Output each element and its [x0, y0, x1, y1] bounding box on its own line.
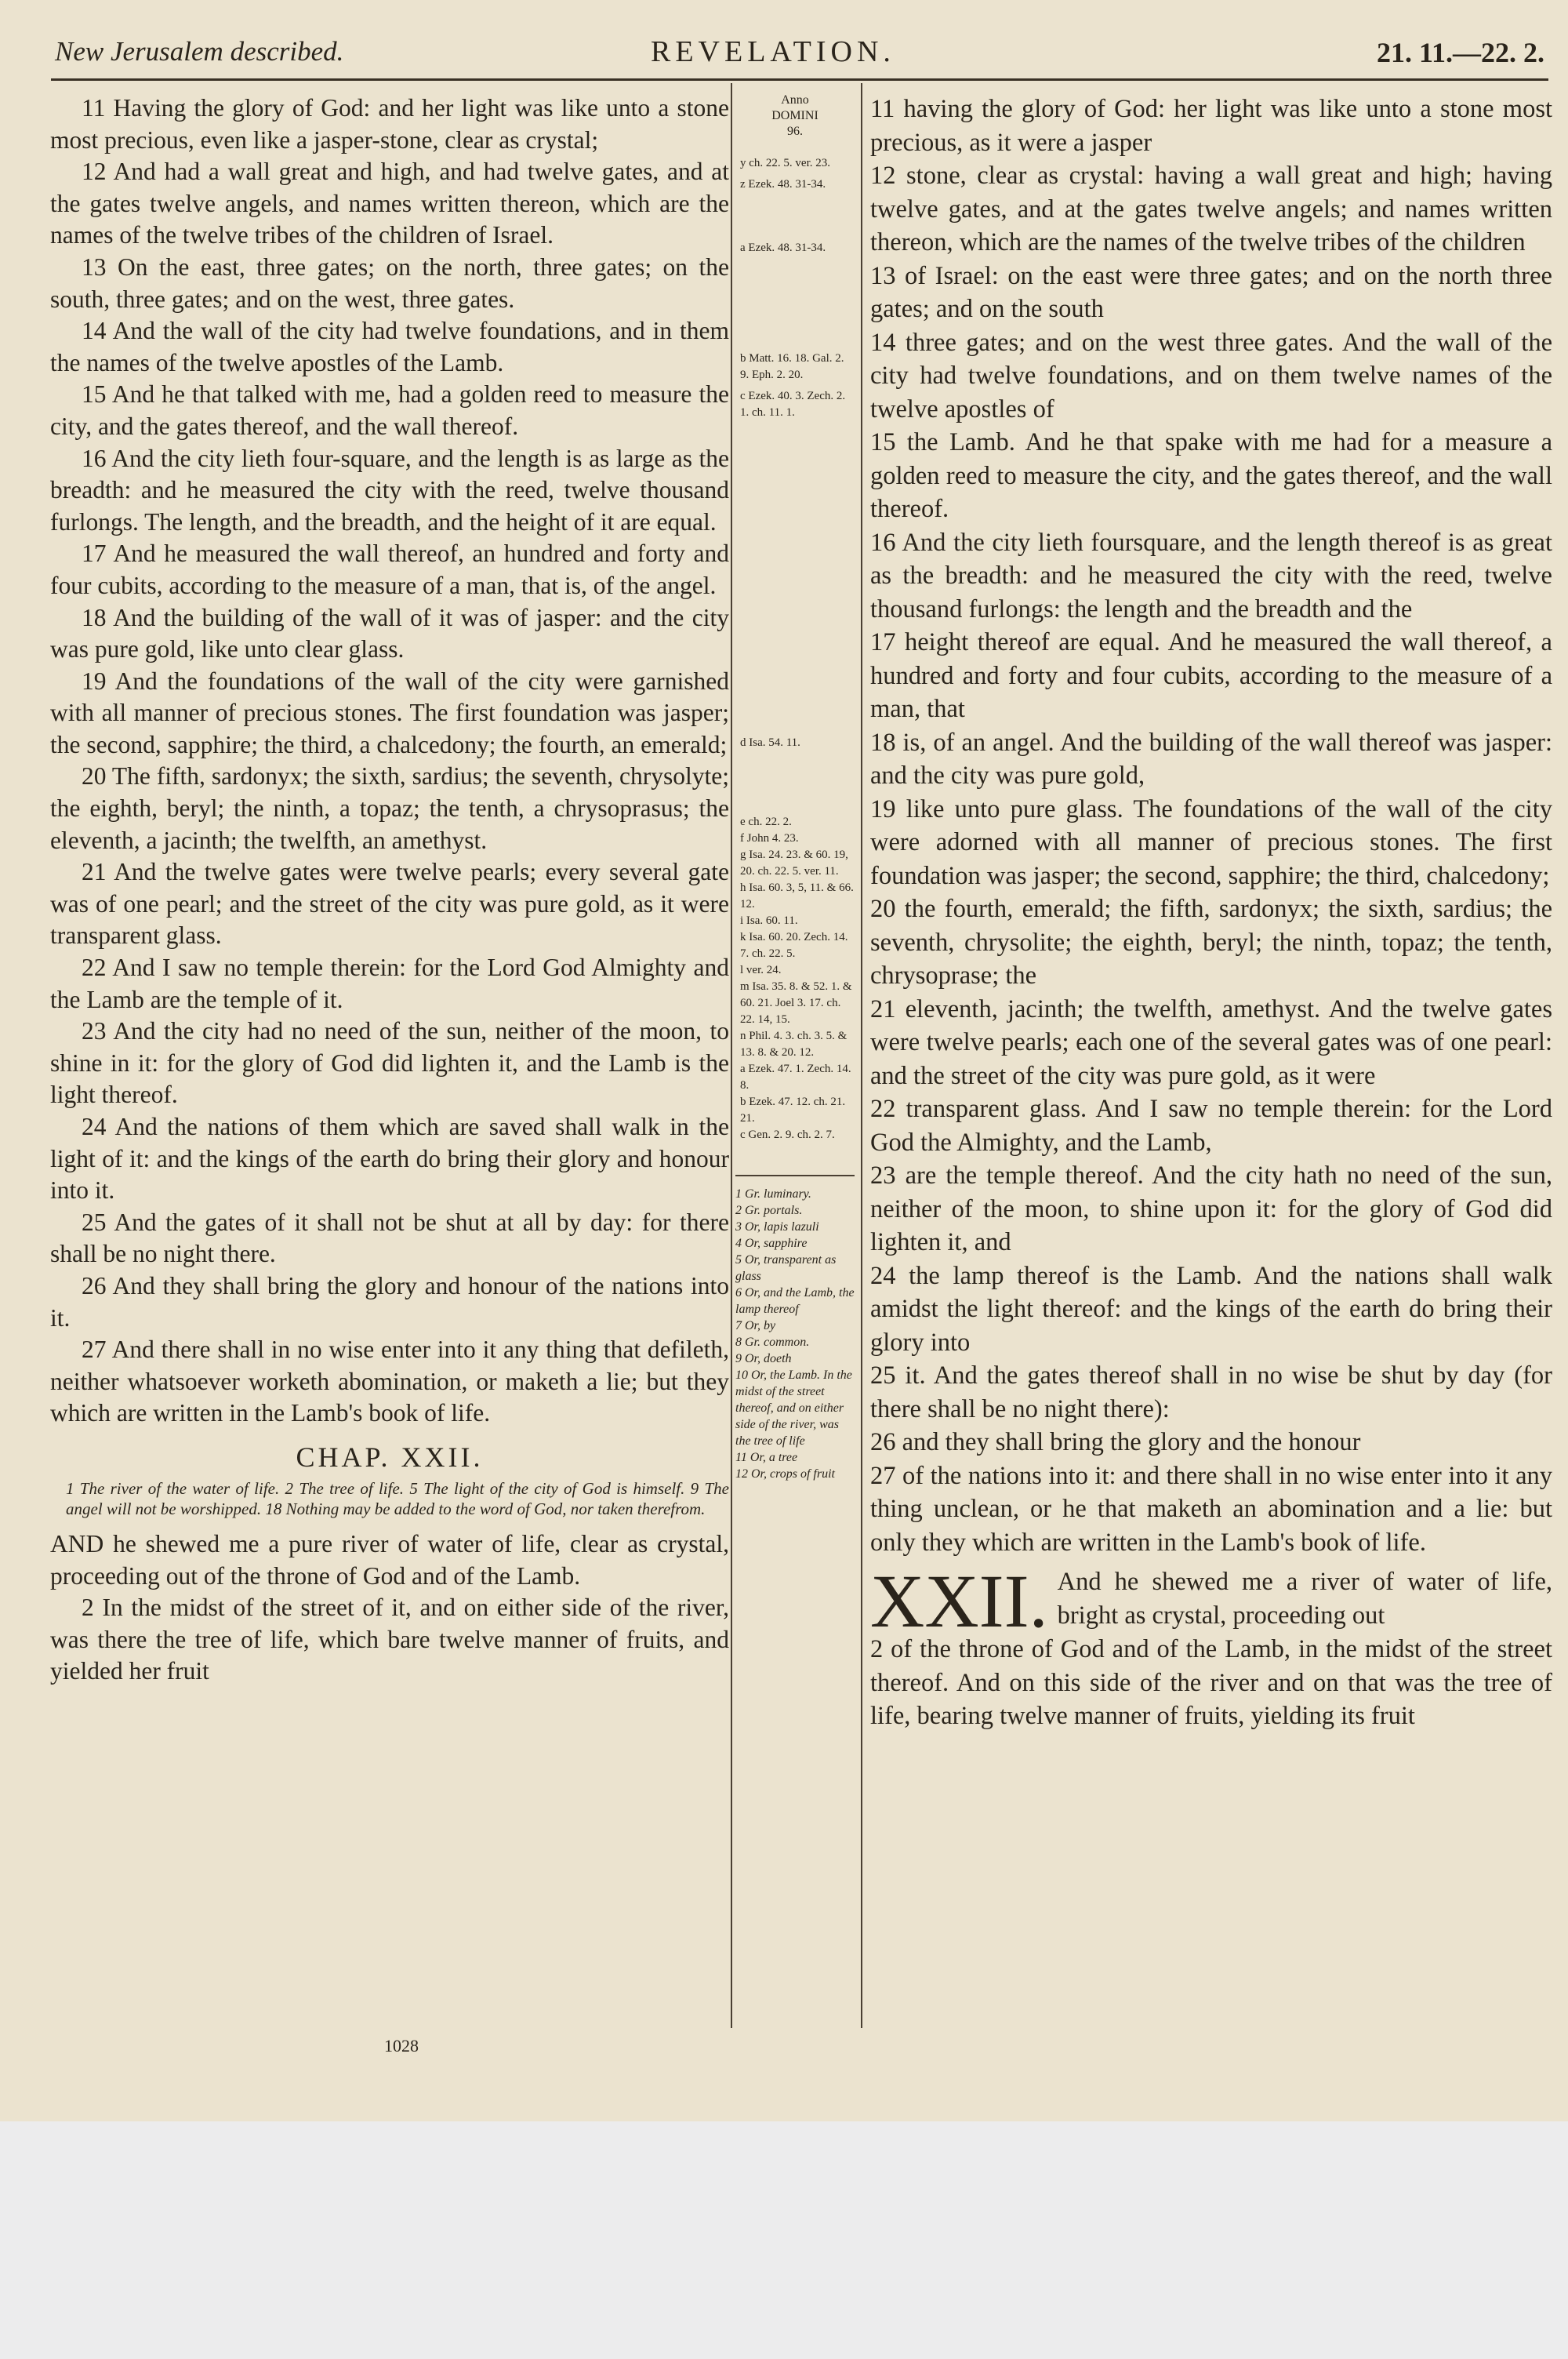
margin-ref: z Ezek. 48. 31-34.	[740, 178, 826, 191]
margin-ref: a Ezek. 47. 1. Zech. 14. 8.	[740, 1063, 851, 1092]
verse-21-18-right: 18 is, of an angel. And the building of the wall thereof was jasper: and the city was pure gold,	[870, 728, 1552, 790]
background-surface	[0, 2121, 1568, 2359]
verse-21-23-left: 23 And the city had no need of the sun, neither of the moon, to shine in it: for the glory of God did lighten it, and the Lamb is the light thereof.	[50, 1017, 729, 1109]
verse-21-22-right: 22 transparent glass. And I saw no temple therein: for the Lord God the Almighty, and the Lamb,	[870, 1095, 1552, 1157]
margin-column-left-rule	[731, 83, 732, 2028]
footnote: 9 Or, doeth	[735, 1352, 792, 1365]
footnote: 3 Or, lapis lazuli	[735, 1220, 819, 1234]
verse-21-21-left: 21 And the twelve gates were twelve pearls; every several gate was of one pearl; and the street of the city was pure gold, as it were transparent glass.	[50, 858, 729, 950]
verse-21-25-right: 25 it. And the gates thereof shall in no wise be shut by day (for there shall be no night there):	[870, 1361, 1552, 1423]
margin-ref: c Gen. 2. 9. ch. 2. 7.	[740, 1129, 835, 1141]
right-column-revised-version	[870, 93, 1552, 1733]
chapter-22-opening-right	[870, 1559, 1552, 1733]
header-book-title: REVELATION.	[651, 35, 895, 68]
header-chapter-range: 21. 11.—22. 2.	[1376, 37, 1544, 68]
footnote: 2 Gr. portals.	[735, 1204, 803, 1217]
footnote: 12 Or, crops of fruit	[735, 1467, 835, 1481]
left-column-authorized-version	[50, 93, 729, 1688]
margin-ref: b Ezek. 47. 12. ch. 21. 21.	[740, 1096, 846, 1125]
footnote: 11 Or, a tree	[735, 1451, 798, 1464]
verse-21-12-right: 12 stone, clear as crystal: having a wall great and high; having twelve gates, and at the gates twelve angels; and names written thereon, which are the names of the twelve tribes of the children	[870, 162, 1552, 256]
verse-21-20-left: 20 The fifth, sardonyx; the sixth, sardius; the seventh, chrysolyte; the eighth, beryl; the ninth, a topaz; the tenth, a chrysoprasus; the eleventh, a jacinth; the twelfth, an amethyst.	[50, 762, 729, 854]
chapter-summary: 1 The river of the water of life. 2 The tree of life. 5 The light of the city of God is himself. 9 The angel will not be worshipped. 18 Nothing may be added to the word of God, nor taken therefrom.	[66, 1478, 729, 1518]
domini-line: DOMINI	[771, 109, 818, 122]
margin-divider	[735, 1175, 855, 1176]
verse-21-11-right: 11 having the glory of God: her light was like unto a stone most precious, as it were a jasper	[870, 95, 1552, 157]
chapter-numeral: XXII.	[870, 1559, 1048, 1643]
verse-21-23-right: 23 are the temple thereof. And the city hath no need of the sun, neither of the moon, to shine upon it: for the glory of God did lighten it, and	[870, 1161, 1552, 1256]
margin-ref: f John 4. 23.	[740, 832, 799, 845]
verse-21-17-right: 17 height thereof are equal. And he measured the wall thereof, a hundred and forty and four cubits, according to the measure of a man, that	[870, 628, 1552, 723]
verse-22-2-right: 2 of the throne of God and of the Lamb, in the midst of the street thereof. And on this side of the river and on that was the tree of life, bearing twelve manner of fruits, yielding its fruit	[870, 1635, 1552, 1730]
footnote: 6 Or, and the Lamb, the lamp thereof	[735, 1286, 855, 1316]
year-line: 96.	[787, 125, 803, 138]
verse-21-24-right: 24 the lamp thereof is the Lamb. And the nations shall walk amidst the light thereof: and the kings of the earth do bring their glory into	[870, 1261, 1552, 1357]
margin-ref: a Ezek. 48. 31-34.	[740, 242, 826, 254]
verse-21-20-right: 20 the fourth, emerald; the fifth, sardonyx; the sixth, sardius; the seventh, chrysolite; the eighth, beryl; the ninth, topaz; the tenth, chrysoprase; the	[870, 895, 1552, 990]
verse-21-27-left: 27 And there shall in no wise enter into it any thing that defileth, neither whatsoever worketh abomination, or maketh a lie; but they which are written in the Lamb's book of life.	[50, 1336, 729, 1427]
margin-references	[735, 93, 855, 1482]
verse-21-15-left: 15 And he that talked with me, had a golden reed to measure the city, and the gates thereof, and the wall thereof.	[50, 380, 729, 440]
verse-21-13-left: 13 On the east, three gates; on the north, three gates; on the south, three gates; and on the west, three gates.	[50, 253, 729, 313]
verse-21-22-left: 22 And I saw no temple therein: for the Lord God Almighty and the Lamb are the temple of it.	[50, 954, 729, 1013]
verse-21-13-right: 13 of Israel: on the east were three gates; and on the north three gates; and on the south	[870, 261, 1552, 323]
verse-21-27-right: 27 of the nations into it: and there shall in no wise enter into it any thing unclean, or he that maketh an abomination and a lie: but only they which are written in the Lamb's book of life.	[870, 1461, 1552, 1557]
verse-21-17-left: 17 And he measured the wall thereof, an hundred and forty and four cubits, according to the measure of a man, that is, of the angel.	[50, 540, 729, 599]
verse-21-14-right: 14 three gates; and on the west three gates. And the wall of the city had twelve foundations, and on them twelve names of the twelve apostles of	[870, 328, 1552, 423]
margin-ref: m Isa. 35. 8. & 52. 1. & 60. 21. Joel 3. 17. ch. 22. 14, 15.	[740, 980, 852, 1026]
margin-ref: n Phil. 4. 3. ch. 3. 5. & 13. 8. & 20. 12.	[740, 1030, 848, 1059]
header-left-title: New Jerusalem described.	[55, 36, 344, 67]
verse-21-11-left: 11 Having the glory of God: and her light was like unto a stone most precious, even like a jasper-stone, clear as crystal;	[50, 94, 729, 154]
margin-ref: l ver. 24.	[740, 964, 782, 976]
verse-21-19-left: 19 And the foundations of the wall of the city were garnished with all manner of precious stones. The first foundation was jasper; the second, sapphire; the third, a chalcedony; the fourth, an emerald;	[50, 667, 729, 758]
margin-ref: h Isa. 60. 3, 5, 11. & 66. 12.	[740, 881, 854, 911]
footnote-list	[735, 1186, 855, 1482]
footnote: 8 Gr. common.	[735, 1336, 810, 1349]
header-rule	[51, 78, 1548, 81]
verse-21-14-left: 14 And the wall of the city had twelve foundations, and in them the names of the twelve apostles of the Lamb.	[50, 317, 729, 376]
footnote: 7 Or, by	[735, 1319, 776, 1332]
footnote: 10 Or, the Lamb. In the midst of the street thereof, and on either side of the river, was the tree of life	[735, 1369, 852, 1448]
margin-ref: d Isa. 54. 11.	[740, 736, 800, 749]
verse-21-21-right: 21 eleventh, jacinth; the twelfth, amethyst. And the twelve gates were twelve pearls; each one of the several gates was of one pearl: and the street of the city was pure gold, as it were	[870, 994, 1552, 1090]
footnote: 1 Gr. luminary.	[735, 1187, 811, 1201]
footnote: 5 Or, transparent as glass	[735, 1253, 837, 1283]
verse-21-16-right: 16 And the city lieth foursquare, and the length thereof is as great as the breadth: and he measured the city with the reed, twelve thousand furlongs: the length and the breadth and the	[870, 528, 1552, 623]
margin-ref: g Isa. 24. 23. & 60. 19, 20. ch. 22. 5. ver. 11.	[740, 849, 848, 878]
verse-21-25-left: 25 And the gates of it shall not be shut at all by day: for there shall be no night there.	[50, 1208, 729, 1268]
margin-ref: b Matt. 16. 18. Gal. 2. 9. Eph. 2. 20.	[740, 352, 844, 381]
anno-domini	[735, 93, 855, 140]
margin-ref: i Isa. 60. 11.	[740, 914, 798, 927]
footnote: 4 Or, sapphire	[735, 1237, 808, 1250]
margin-ref: y ch. 22. 5. ver. 23.	[740, 157, 830, 169]
verse-21-15-right: 15 the Lamb. And he that spake with me had for a measure a golden reed to measure the city, and the gates thereof, and the wall thereof.	[870, 428, 1552, 523]
verse-22-1-left: AND he shewed me a pure river of water of life, clear as crystal, proceeding out of the throne of God and of the Lamb.	[50, 1529, 729, 1590]
verse-21-12-left: 12 And had a wall great and high, and had twelve gates, and at the gates twelve angels, and names written thereon, which are the names of the twelve tribes of the children of Israel.	[50, 158, 729, 249]
margin-ref: e ch. 22. 2.	[740, 816, 792, 828]
anno-line: Anno	[781, 93, 809, 107]
margin-column-right-rule	[861, 83, 862, 2028]
running-header	[55, 31, 1544, 78]
verse-21-16-left: 16 And the city lieth four-square, and the length is as large as the breadth: and he measured the city with the reed, twelve thousand furlongs. The length, and the breadth, and the height of it are equal.	[50, 444, 729, 536]
verse-21-26-left: 26 And they shall bring the glory and honour of the nations into it.	[50, 1271, 729, 1332]
verse-22-1-right: And he shewed me a river of water of life, bright as crystal, proceeding out	[1057, 1568, 1552, 1630]
verse-21-26-right: 26 and they shall bring the glory and the honour	[870, 1428, 1361, 1456]
margin-ref: k Isa. 60. 20. Zech. 14. 7. ch. 22. 5.	[740, 931, 848, 960]
verse-21-19-right: 19 like unto pure glass. The foundations of the wall of the city were adorned with all manner of precious stones. The first foundation was jasper; the second, sapphire; the third, chalcedony;	[870, 794, 1552, 890]
verse-21-18-left: 18 And the building of the wall of it was of jasper: and the city was pure gold, like unto clear glass.	[50, 603, 729, 663]
verse-21-24-left: 24 And the nations of them which are saved shall walk in the light of it: and the kings of the earth do bring their glory and honour into it.	[50, 1113, 729, 1205]
chapter-heading: CHAP. XXII.	[296, 1441, 484, 1473]
verse-22-2-left: 2 In the midst of the street of it, and on either side of the river, was there the tree of life, which bare twelve manner of fruits, and yielded her fruit	[50, 1594, 729, 1685]
margin-ref: c Ezek. 40. 3. Zech. 2. 1. ch. 11. 1.	[740, 390, 846, 419]
page-number: 1028	[384, 2036, 419, 2055]
